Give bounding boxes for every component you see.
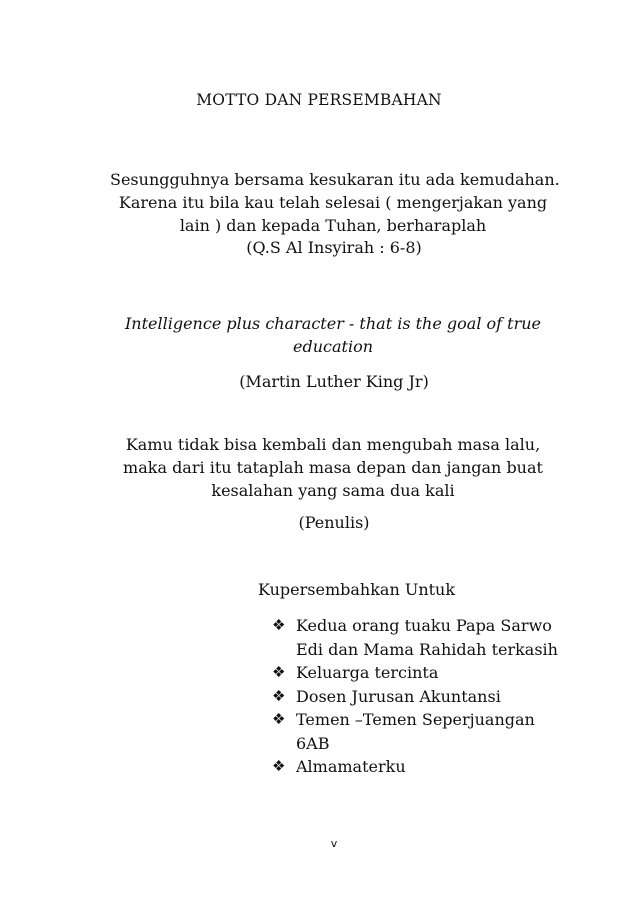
quote-line: education [293, 337, 373, 356]
page-title: MOTTO DAN PERSEMBAHAN [196, 91, 442, 109]
dedication-list [272, 614, 562, 779]
diamond-bullet-icon: ❖ [272, 710, 286, 728]
list-item [272, 614, 562, 661]
quote-author [110, 433, 556, 502]
quote-mlk [110, 312, 556, 358]
quote-citation: (Q.S Al Insyirah : 6-8) [246, 238, 422, 257]
quote-citation: (Penulis) [298, 513, 370, 532]
list-item-text: Keluarga tercinta [296, 663, 439, 682]
quote-line: lain ) dan kepada Tuhan, berharaplah [179, 216, 487, 235]
diamond-bullet-icon: ❖ [272, 686, 286, 705]
diamond-bullet-icon: ❖ [272, 757, 286, 775]
quote-line: Kamu tidak bisa kembali dan mengubah masa lalu, [125, 435, 541, 454]
list-item [272, 708, 562, 755]
list-item [272, 755, 562, 779]
list-item [272, 685, 562, 709]
quote-line: kesalahan yang sama dua kali [211, 481, 455, 500]
quote-line: Karena itu bila kau telah selesai ( mengerjakan yang [118, 193, 548, 212]
quote-quran [110, 168, 560, 237]
page-number: v [330, 837, 338, 850]
list-item-text: Almamaterku [296, 757, 406, 776]
quote-line: Intelligence plus character - that is the goal of true [124, 314, 542, 333]
list-item-text: Kedua orang tuaku Papa Sarwo Edi dan Mama Rahidah terkasih [296, 616, 558, 659]
dedication-heading: Kupersembahkan Untuk [258, 580, 456, 599]
quote-citation: (Martin Luther King Jr) [239, 372, 429, 391]
diamond-bullet-icon: ❖ [272, 663, 286, 681]
quote-line: Sesungguhnya bersama kesukaran itu ada kemudahan. [110, 170, 560, 189]
list-item-text: Dosen Jurusan Akuntansi [296, 686, 501, 706]
list-item-text: Temen –Temen Seperjuangan 6AB [296, 710, 535, 753]
quote-line: maka dari itu tataplah masa depan dan jangan buat [123, 458, 543, 477]
list-item [272, 661, 562, 685]
diamond-bullet-icon: ❖ [272, 616, 286, 634]
